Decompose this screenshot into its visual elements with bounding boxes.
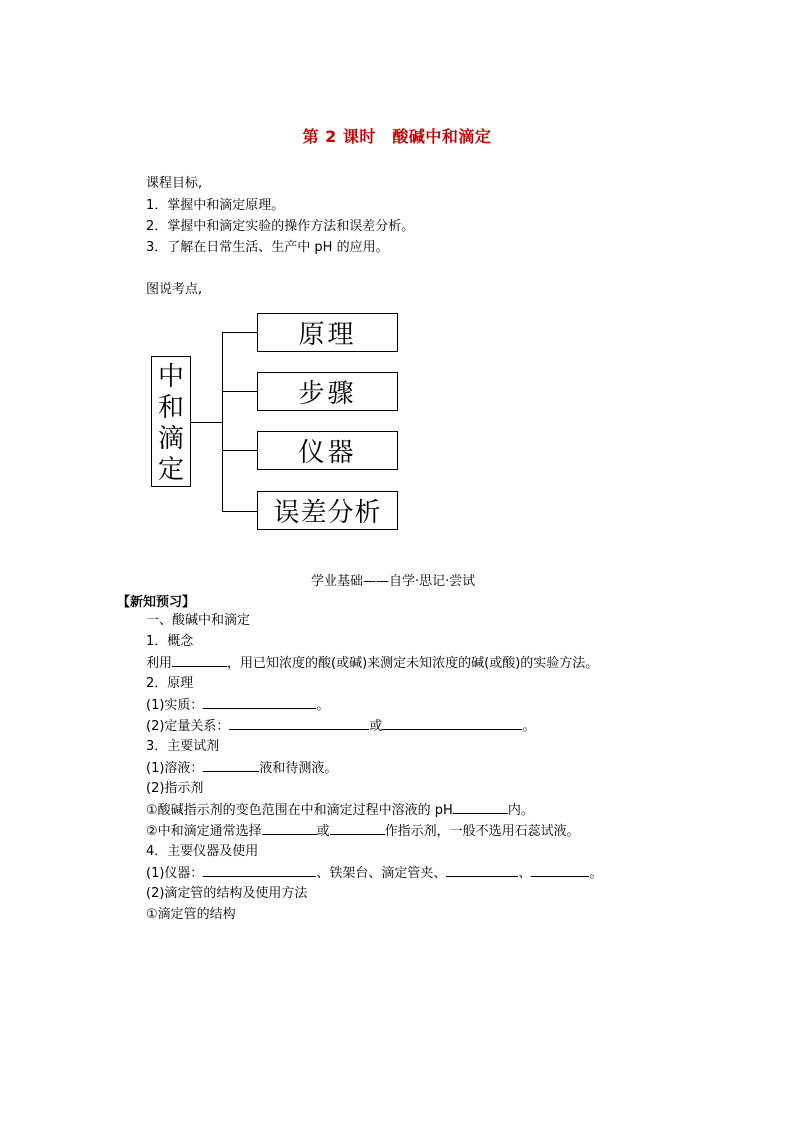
text: (1)实质： bbox=[146, 698, 204, 713]
subheading-concept: 1．概念 bbox=[146, 634, 194, 649]
fill-blank bbox=[229, 717, 369, 730]
connector-line bbox=[222, 332, 258, 333]
diagram-root-box bbox=[151, 356, 191, 487]
indicator-range-line bbox=[146, 801, 534, 820]
text: 、铁架台、滴定管夹、 bbox=[316, 866, 447, 881]
principle-essence-line bbox=[146, 696, 329, 715]
connector-line bbox=[222, 450, 258, 451]
diagram-branch-steps: 步骤 bbox=[257, 372, 398, 411]
section-tag: 【新知预习】 bbox=[117, 595, 196, 610]
text: ②中和滴定通常选择 bbox=[146, 824, 262, 839]
text: 。 bbox=[589, 866, 603, 881]
subheading-burette-usage: (2)滴定管的结构及使用方法 bbox=[146, 886, 308, 901]
fill-blank bbox=[330, 822, 385, 835]
text: 。 bbox=[522, 719, 536, 734]
fill-blank bbox=[262, 822, 317, 835]
text: (1)溶液： bbox=[146, 761, 204, 776]
instruments-line bbox=[146, 864, 602, 883]
indicator-choice-line bbox=[146, 822, 580, 841]
connector-line bbox=[191, 422, 223, 423]
concept-line bbox=[146, 654, 598, 673]
text: (1)仪器： bbox=[146, 866, 204, 881]
connector-line bbox=[222, 511, 258, 512]
fill-blank bbox=[172, 654, 227, 667]
text: 或 bbox=[316, 824, 330, 839]
fill-blank bbox=[453, 801, 508, 814]
text: ①酸碱指示剂的变色范围在中和滴定过程中溶液的 pH bbox=[146, 803, 453, 818]
diagram-branch-instruments: 仪器 bbox=[257, 431, 398, 470]
text: 、 bbox=[518, 866, 532, 881]
text: (2)定量关系： bbox=[146, 719, 230, 734]
objective-item: 1．掌握中和滴定原理。 bbox=[146, 198, 285, 213]
section-title: 学业基础——自学·思记·尝试 bbox=[311, 574, 476, 589]
objective-item: 3．了解在日常生活、生产中 pH 的应用。 bbox=[146, 240, 389, 255]
text: 作指示剂，一般不选用石蕊试液。 bbox=[384, 824, 580, 839]
diagram-heading: 图说考点, bbox=[146, 282, 203, 297]
fill-blank bbox=[531, 864, 589, 877]
connector-line bbox=[222, 391, 258, 392]
text: 液和待测液。 bbox=[259, 761, 338, 776]
subheading-instruments: 4．主要仪器及使用 bbox=[146, 844, 259, 859]
reagent-solution-line bbox=[146, 759, 337, 778]
principle-relation-line bbox=[146, 717, 535, 736]
diagram-root-char: 和 bbox=[157, 393, 184, 423]
connector-line bbox=[222, 332, 223, 512]
fill-blank bbox=[446, 864, 518, 877]
diagram-branch-error-analysis: 误差分析 bbox=[257, 491, 398, 530]
objectives-heading: 课程目标, bbox=[146, 176, 203, 191]
diagram-root-char: 定 bbox=[157, 455, 184, 485]
fill-blank bbox=[203, 864, 316, 877]
subheading-reagents: 3．主要试剂 bbox=[146, 739, 220, 754]
diagram-branch-principle: 原理 bbox=[257, 313, 398, 352]
diagram-root-char: 中 bbox=[157, 362, 184, 392]
diagram-root-char: 滴 bbox=[157, 424, 184, 454]
fill-blank bbox=[203, 759, 259, 772]
fill-blank bbox=[382, 717, 522, 730]
subheading-burette-structure: ①滴定管的结构 bbox=[146, 907, 236, 922]
text: 或 bbox=[369, 719, 383, 734]
text: 利用 bbox=[146, 656, 173, 671]
subheading-principle: 2．原理 bbox=[146, 676, 194, 691]
text: ，用已知浓度的酸(或碱)来测定未知浓度的碱(或酸)的实验方法。 bbox=[227, 656, 599, 671]
text: 。 bbox=[316, 698, 330, 713]
objective-item: 2．掌握中和滴定实验的操作方法和误差分析。 bbox=[146, 219, 415, 234]
heading-acid-base-titration: 一、酸碱中和滴定 bbox=[146, 613, 251, 628]
page-title: 第 2 课时 酸碱中和滴定 bbox=[302, 127, 492, 146]
text: 内。 bbox=[507, 803, 534, 818]
subheading-indicator: (2)指示剂 bbox=[146, 781, 204, 796]
fill-blank bbox=[203, 696, 316, 709]
